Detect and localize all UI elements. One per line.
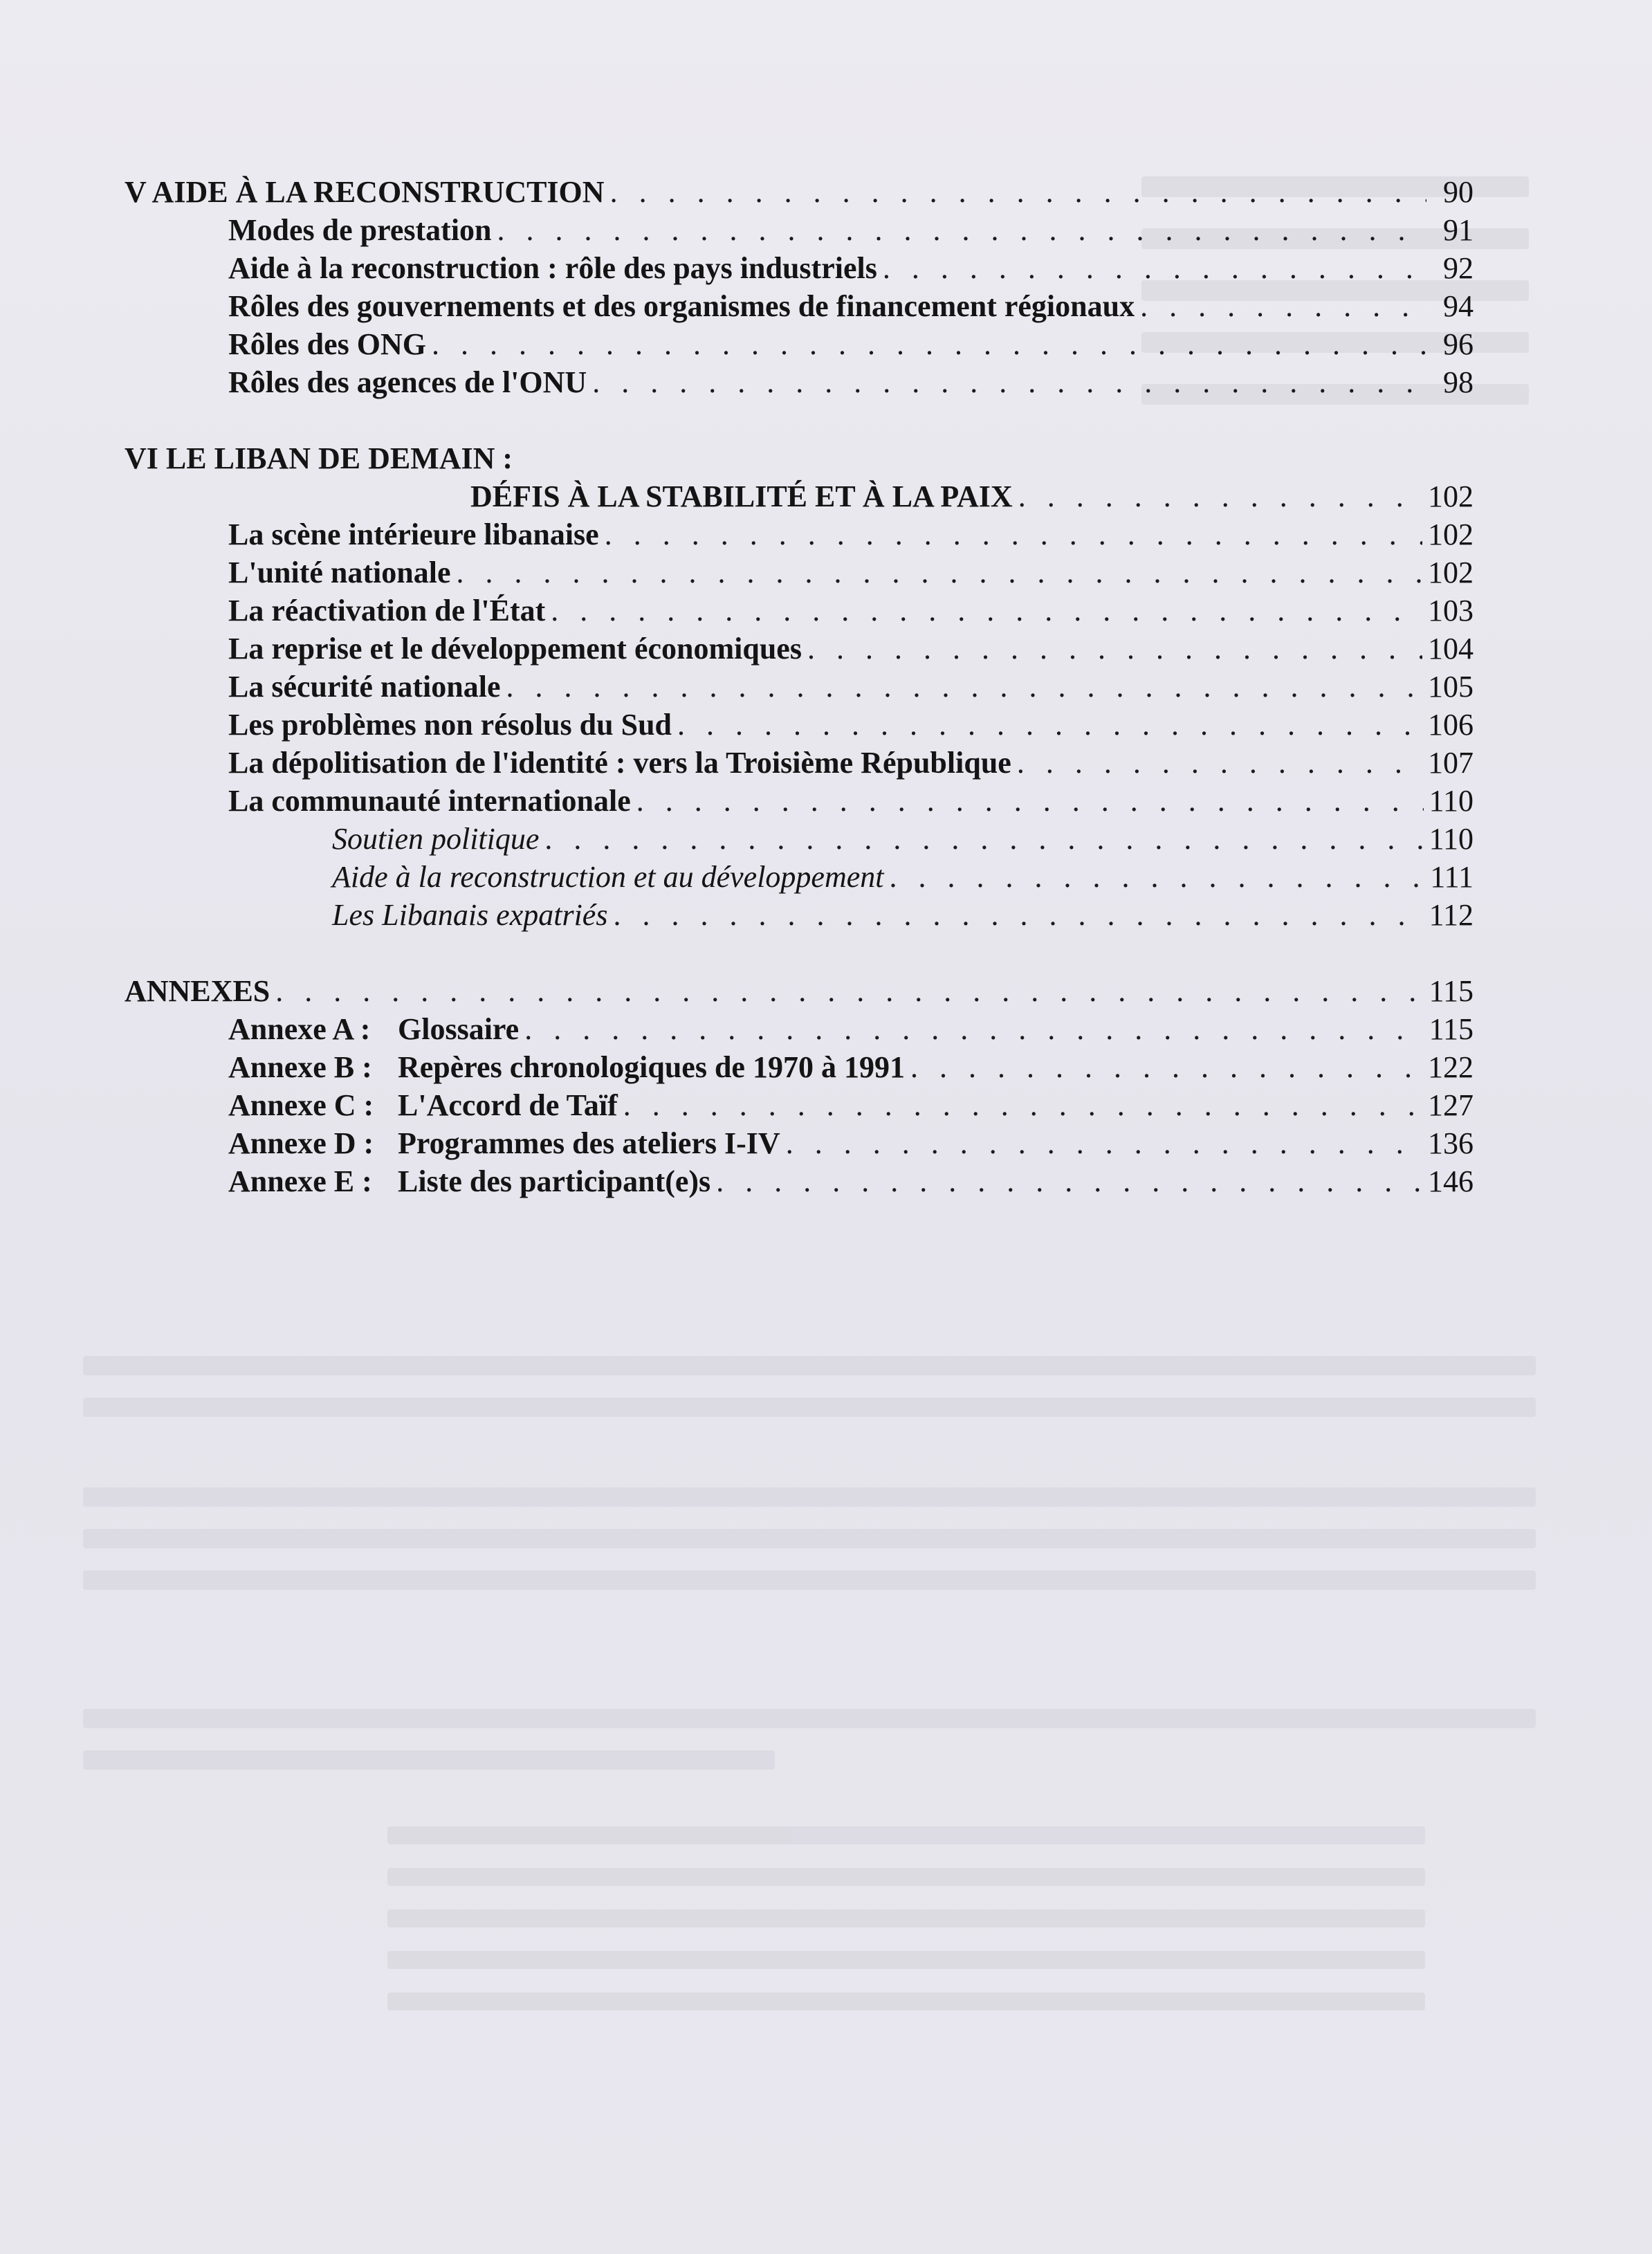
- annex-title: [228, 1162, 710, 1200]
- leader-dots: [605, 515, 1422, 553]
- toc-annex-entry: [125, 1124, 1474, 1162]
- page-number: 112: [1429, 898, 1474, 932]
- page-number: 104: [1428, 632, 1474, 666]
- leader-dots: [592, 363, 1426, 401]
- toc-section-heading: [125, 972, 1474, 1010]
- page-number: 127: [1428, 1088, 1474, 1122]
- leader-dots: [1017, 744, 1422, 782]
- page-number: 107: [1428, 746, 1474, 780]
- annex-code: Annexe C :: [228, 1088, 374, 1122]
- entry-title: Modes de prestation: [228, 213, 492, 247]
- toc-annex-entry: [125, 1162, 1474, 1200]
- annex-code: Annexe B :: [228, 1050, 372, 1084]
- toc-entry: [125, 668, 1474, 706]
- page-number: 111: [1430, 860, 1474, 894]
- entry-title: Les problèmes non résolus du Sud: [228, 708, 672, 742]
- leader-dots: [275, 972, 1423, 1010]
- toc-subentry: [125, 820, 1474, 858]
- toc-section-heading: [125, 173, 1474, 211]
- entry-title: La réactivation de l'État: [228, 594, 546, 627]
- section-title: V AIDE À LA RECONSTRUCTION: [125, 175, 605, 209]
- page-number: 105: [1428, 670, 1474, 704]
- leader-dots: [1140, 287, 1426, 325]
- entry-title: La reprise et le développement économiques: [228, 632, 802, 666]
- leader-dots: [610, 173, 1426, 211]
- page-number: 115: [1429, 974, 1474, 1008]
- leader-dots: [497, 211, 1426, 249]
- toc-annex-entry: [125, 1010, 1474, 1048]
- leader-dots: [432, 325, 1426, 363]
- leader-dots: [1018, 477, 1422, 515]
- annex-code: Annexe D :: [228, 1126, 374, 1160]
- leader-dots: [457, 553, 1423, 592]
- leader-dots: [623, 1086, 1422, 1124]
- annex-title: [228, 1124, 780, 1162]
- page-number: 94: [1443, 289, 1474, 323]
- annex-label: L'Accord de Taïf: [398, 1088, 618, 1122]
- page-number: 146: [1428, 1164, 1474, 1198]
- page-number: 102: [1428, 479, 1474, 513]
- page-number: 106: [1428, 708, 1474, 742]
- section-title-continued: DÉFIS À LA STABILITÉ ET À LA PAIX: [470, 479, 1013, 513]
- section-title: ANNEXES: [125, 974, 270, 1008]
- annex-title: [228, 1086, 618, 1124]
- annex-code: Annexe E :: [228, 1164, 372, 1198]
- toc-section-heading-continued: [125, 477, 1474, 515]
- toc-entry: [125, 249, 1474, 287]
- leader-dots: [524, 1010, 1423, 1048]
- toc-entry: [125, 325, 1474, 363]
- page-number: 102: [1428, 517, 1474, 551]
- section-title: VI LE LIBAN DE DEMAIN :: [125, 441, 513, 475]
- leader-dots: [613, 896, 1423, 934]
- page-number: 115: [1429, 1012, 1474, 1046]
- toc-subentry: [125, 896, 1474, 934]
- page-number: 90: [1443, 175, 1474, 209]
- leader-dots: [883, 249, 1426, 287]
- page-number: 92: [1443, 251, 1474, 285]
- toc-entry: [125, 630, 1474, 668]
- leader-dots: [807, 630, 1422, 668]
- entry-title: La communauté internationale: [228, 784, 631, 818]
- leader-dots: [786, 1124, 1422, 1162]
- page-number: 110: [1429, 822, 1474, 856]
- table-of-contents: [125, 173, 1474, 1200]
- annex-title: [228, 1048, 905, 1086]
- entry-title: La dépolitisation de l'identité : vers la Troisième République: [228, 746, 1011, 780]
- page-number: 102: [1428, 556, 1474, 589]
- page-number: 136: [1428, 1126, 1474, 1160]
- page-number: 122: [1428, 1050, 1474, 1084]
- annex-label: Repères chronologiques de 1970 à 1991: [398, 1050, 905, 1084]
- toc-entry: [125, 363, 1474, 401]
- leader-dots: [544, 820, 1423, 858]
- subentry-title: Soutien politique: [332, 822, 540, 856]
- leader-dots: [506, 668, 1422, 706]
- toc-entry: [125, 553, 1474, 592]
- toc-entry: [125, 782, 1474, 820]
- toc-entry: [125, 744, 1474, 782]
- page-number: 110: [1429, 784, 1474, 818]
- entry-title: Rôles des ONG: [228, 327, 426, 361]
- toc-section-heading: [125, 439, 1474, 477]
- toc-entry: [125, 515, 1474, 553]
- entry-title: La sécurité nationale: [228, 670, 501, 704]
- annex-label: Glossaire: [398, 1012, 520, 1046]
- toc-subentry: [125, 858, 1474, 896]
- entry-title: Aide à la reconstruction : rôle des pays industriels: [228, 251, 877, 285]
- subentry-title: Les Libanais expatriés: [332, 898, 608, 932]
- leader-dots: [716, 1162, 1422, 1200]
- page-number: 96: [1443, 327, 1474, 361]
- page-number: 103: [1428, 594, 1474, 627]
- toc-entry: [125, 592, 1474, 630]
- toc-annex-entry: [125, 1086, 1474, 1124]
- annex-label: Liste des participant(e)s: [398, 1164, 711, 1198]
- leader-dots: [636, 782, 1424, 820]
- toc-entry: [125, 211, 1474, 249]
- entry-title: L'unité nationale: [228, 556, 451, 589]
- toc-entry: [125, 706, 1474, 744]
- toc-entry: [125, 287, 1474, 325]
- leader-dots: [910, 1048, 1422, 1086]
- leader-dots: [889, 858, 1424, 896]
- leader-dots: [551, 592, 1422, 630]
- entry-title: La scène intérieure libanaise: [228, 517, 599, 551]
- toc-annex-entry: [125, 1048, 1474, 1086]
- subentry-title: Aide à la reconstruction et au développement: [332, 860, 884, 894]
- entry-title: Rôles des agences de l'ONU: [228, 365, 587, 399]
- leader-dots: [677, 706, 1422, 744]
- page-number: 91: [1443, 213, 1474, 247]
- entry-title: Rôles des gouvernements et des organismes de financement régionaux: [228, 289, 1135, 323]
- annex-title: [228, 1010, 519, 1048]
- page-number: 98: [1443, 365, 1474, 399]
- annex-code: Annexe A :: [228, 1012, 371, 1046]
- annex-label: Programmes des ateliers I-IV: [398, 1126, 780, 1160]
